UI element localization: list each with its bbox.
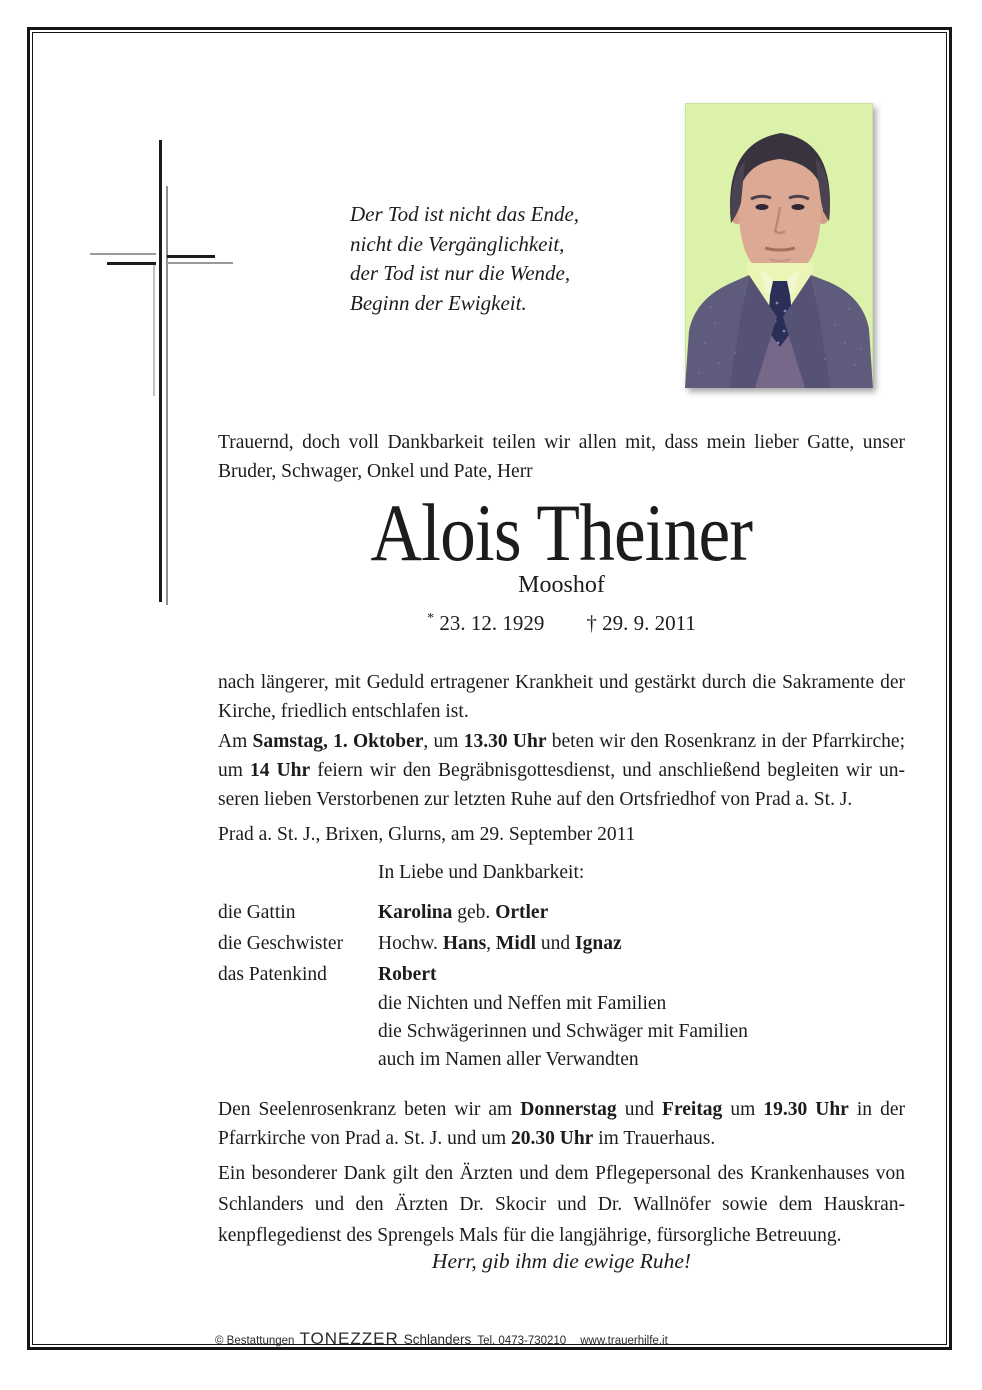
birth-symbol: * (427, 611, 435, 626)
mourner-names: Hochw. Hans, Midl und Ignaz (378, 933, 622, 954)
cross-vertical-gray-short (153, 263, 155, 396)
poem-line: Der Tod ist nicht das Ende, (350, 202, 580, 226)
cross-arm-upper-right (167, 255, 215, 258)
announcement-paragraph: Trauernd, doch voll Dankbarkeit teilen wir allen mit, dass mein lieber Gatte, unser Bruder, Schwager, Onkel und Pate, Herr (218, 432, 905, 482)
poem-line: Beginn der Ewigkeit. (350, 290, 527, 315)
cross-arm-upper-left (90, 253, 156, 255)
mourner-relation: das Patenkind (218, 964, 327, 985)
footer-city: Schlanders (403, 1332, 472, 1347)
poem-line: der Tod ist nur die Wende, (350, 261, 571, 285)
additional-mourners-line: die Nichten und Neffen mit Familien (378, 993, 667, 1014)
cross-vertical-black (159, 140, 162, 602)
mourner-relation: die Geschwister (218, 933, 344, 954)
mourner-names: Robert (378, 964, 437, 985)
cross-vertical-gray (166, 186, 168, 605)
farm-name: Mooshof (518, 572, 605, 598)
death-symbol: † (586, 611, 597, 635)
funeral-paragraph: Am Samstag, 1. Oktober, um 13.30 Uhr beten wir den Rosenkranz in der Pfarrkirche; um 14 Uhr feiern wir den Begräbnisgottesdienst, und anschließend begleiten wir unseren lieben Verstorbenen zur letzten Ruhe auf den Ortsfriedhof von Prad a. St. J. (218, 731, 905, 810)
in-love-line: In Liebe und Dankbarkeit: (378, 862, 585, 883)
rosary-paragraph: Den Seelenrosenkranz beten wir am Donnerstag und Freitag um 19.30 Uhr in der Pfarrkirche von Prad a. St. J. und um 20.30 Uhr im Trauerhaus. (218, 1099, 905, 1149)
birth-date: * 23. 12. 1929 (427, 611, 545, 635)
additional-mourners-line: die Schwägerinnen und Schwäger mit Familien (378, 1021, 748, 1042)
deceased-name: Alois Theiner (370, 487, 753, 578)
mourner-names: Karolina geb. Ortler (378, 902, 549, 923)
poem-line: nicht die Vergänglichkeit, (350, 231, 565, 256)
vital-dates (218, 611, 905, 636)
mourner-relation: die Gattin (218, 902, 296, 923)
footer (215, 1329, 915, 1349)
footer-copyright: © Bestattungen (215, 1335, 295, 1347)
poem (350, 200, 680, 318)
footer-website: www.trauerhilfe.it (580, 1335, 668, 1347)
death-paragraph: nach längerer, mit Geduld ertragener Krankheit und gestärkt durch die Sakramente der Kirche, friedlich entschlafen ist. (218, 672, 905, 722)
footer-brand: TONEZZER (299, 1329, 399, 1348)
footer-phone: Tel. 0473-730210 (477, 1335, 567, 1347)
cross-arm-lower-right (167, 262, 233, 264)
additional-mourners-line: auch im Namen aller Verwandten (378, 1049, 639, 1070)
cross-arm-lower-left (107, 262, 156, 265)
prayer-line: Herr, gib ihm die ewige Ruhe! (431, 1249, 692, 1273)
place-date-line: Prad a. St. J., Brixen, Glurns, am 29. September 2011 (218, 824, 636, 845)
death-date: † 29. 9. 2011 (586, 611, 696, 635)
thanks-paragraph: Ein besonderer Dank gilt den Ärzten und dem Pflegepersonal des Krankenhauses von Schlanders und den Ärzten Dr. Skocir und Dr. Wallnöfer sowie dem Hauskrankenpflegedienst des Sprengels Mals für die langjährige, fürsorgliche Betreuung. (218, 1163, 905, 1246)
portrait-photo (685, 103, 873, 388)
